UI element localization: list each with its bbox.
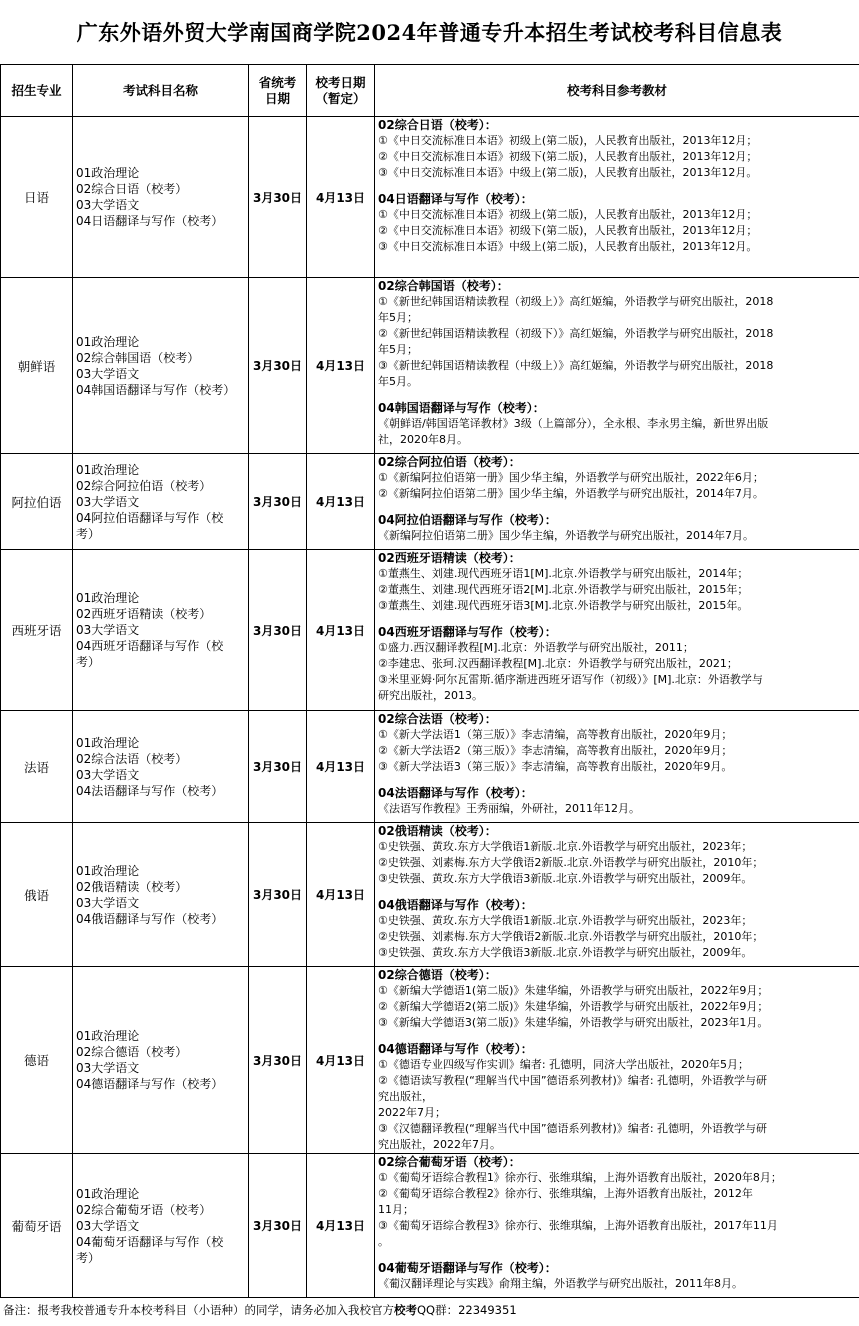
book-entry: ③《中日交流标准日本语》中级上(第二版)，人民教育出版社，2013年12月。 bbox=[378, 166, 758, 179]
book-entry: ③《新编大学德语3(第二版)》朱建华编，外语教学与研究出版社，2023年1月。 bbox=[378, 1016, 769, 1029]
book-entry: ③史铁强、黄玫.东方大学俄语3新版.北京.外语教学与研究出版社，2009年。 bbox=[378, 946, 753, 959]
subject-item: 01政治理论 bbox=[76, 166, 140, 180]
book-section-title: 02综合德语（校考）： bbox=[378, 968, 497, 982]
subject-item: 02综合日语（校考） bbox=[76, 182, 188, 196]
book-entry: 年5月； bbox=[378, 343, 418, 356]
province-exam-date: 3月30日 bbox=[249, 278, 307, 454]
book-entry: 2022年7月； bbox=[378, 1106, 446, 1119]
book-section-title: 04德语翻译与写作（校考）： bbox=[378, 1042, 533, 1056]
province-exam-date: 3月30日 bbox=[249, 823, 307, 967]
subject-item: 03大学语文 bbox=[76, 198, 140, 212]
header-row bbox=[1, 65, 859, 117]
book-section-title: 04西班牙语翻译与写作（校考）： bbox=[378, 625, 557, 639]
book-entry: 《朝鲜语/韩国语笔译教材》3级（上篇部分），全永根、李永男主编，新世界出版 bbox=[378, 417, 769, 430]
book-entry: ③《汉德翻译教程(“理解当代中国”德语系列教材)》编者: 孔德明，外语教学与研 bbox=[378, 1122, 768, 1135]
book-entry: 11月； bbox=[378, 1203, 414, 1216]
subject-list bbox=[73, 454, 249, 550]
header-major: 招生专业 bbox=[1, 65, 73, 117]
subject-item: 03大学语文 bbox=[76, 623, 140, 637]
book-entry: ②《新编大学德语2(第二版)》朱建华编，外语教学与研究出版社，2022年9月； bbox=[378, 1000, 769, 1013]
header-province-date: 省统考 日期 bbox=[249, 65, 307, 117]
subject-item: 04葡萄牙语翻译与写作（校 bbox=[76, 1234, 224, 1249]
subject-item: 03大学语文 bbox=[76, 1218, 140, 1233]
subject-item: 考） bbox=[76, 655, 101, 669]
subject-list bbox=[73, 1154, 249, 1298]
province-exam-date: 3月30日 bbox=[249, 550, 307, 711]
subject-list bbox=[73, 550, 249, 711]
book-entry: ①史铁强、黄玫.东方大学俄语1新版.北京.外语教学与研究出版社，2023年； bbox=[378, 840, 753, 853]
section-gap bbox=[378, 775, 857, 785]
book-entry: ①史铁强、黄玫.东方大学俄语1新版.北京.外语教学与研究出版社，2023年； bbox=[378, 914, 753, 927]
subject-item: 02俄语精读（校考） bbox=[76, 879, 188, 894]
book-entry: ③《葡萄牙语综合教程3》徐亦行、张维琪编，上海外语教育出版社，2017年11月 bbox=[378, 1219, 778, 1232]
book-section-title: 02综合韩国语（校考）： bbox=[378, 279, 509, 293]
subject-item: 03大学语文 bbox=[76, 1061, 140, 1075]
book-entry: ②《中日交流标准日本语》初级下(第二版)，人民教育出版社，2013年12月； bbox=[378, 224, 758, 237]
subject-item: 01政治理论 bbox=[76, 735, 140, 750]
table-row bbox=[1, 278, 859, 454]
major-name: 阿拉伯语 bbox=[1, 454, 73, 550]
info-table bbox=[0, 64, 859, 1298]
subject-item: 03大学语文 bbox=[76, 494, 140, 509]
reference-books bbox=[375, 967, 859, 1154]
book-entry: 究出版社， bbox=[378, 1090, 433, 1103]
book-entry: 社，2020年8月。 bbox=[378, 433, 468, 446]
school-exam-date: 4月13日 bbox=[307, 1154, 375, 1298]
subject-list bbox=[73, 711, 249, 823]
subject-item: 04俄语翻译与写作（校考） bbox=[76, 911, 224, 926]
book-section-title: 04法语翻译与写作（校考）： bbox=[378, 786, 533, 800]
subject-item: 01政治理论 bbox=[76, 863, 140, 878]
province-exam-date: 3月30日 bbox=[249, 967, 307, 1154]
book-entry: ③董燕生、刘建.现代西班牙语3[M].北京.外语教学与研究出版社，2015年。 bbox=[378, 599, 749, 612]
book-entry: ②《新大学法语2（第三版）》李志清编，高等教育出版社，2020年9月； bbox=[378, 744, 733, 757]
subject-item: 02综合韩国语（校考） bbox=[76, 350, 200, 365]
subject-list bbox=[73, 278, 249, 454]
book-entry: ③米里亚姆·阿尔瓦雷斯.循序渐进西班牙语写作（初级）》[M].北京：外语教学与 bbox=[378, 673, 763, 686]
section-gap bbox=[378, 181, 857, 191]
province-exam-date: 3月30日 bbox=[249, 711, 307, 823]
table-row bbox=[1, 711, 859, 823]
book-entry: 年5月。 bbox=[378, 375, 418, 388]
school-exam-date: 4月13日 bbox=[307, 278, 375, 454]
book-section-title: 02综合阿拉伯语（校考）： bbox=[378, 455, 521, 469]
section-gap bbox=[378, 1031, 857, 1041]
subject-list bbox=[73, 117, 249, 278]
book-section-title: 02综合日语（校考）： bbox=[378, 118, 497, 132]
footnote: 备注：报考我校普通专升本校考科目（小语种）的同学，请务必加入我校官方校考QQ群：22349351 bbox=[3, 1303, 517, 1317]
book-entry: 《新编阿拉伯语第二册》国少华主编，外语教学与研究出版社，2014年7月。 bbox=[378, 529, 754, 542]
book-entry: ②《中日交流标准日本语》初级下(第二版)，人民教育出版社，2013年12月； bbox=[378, 150, 758, 163]
page-title: 广东外语外贸大学南国商学院2024年普通专升本招生考试校考科目信息表 bbox=[76, 20, 783, 45]
book-entry: 年5月； bbox=[378, 311, 418, 324]
subject-item: 考） bbox=[76, 526, 101, 541]
subject-item: 03大学语文 bbox=[76, 366, 140, 381]
book-section-title: 04俄语翻译与写作（校考）： bbox=[378, 898, 533, 912]
subject-item: 02西班牙语精读（校考） bbox=[76, 607, 212, 621]
section-gap bbox=[378, 502, 857, 512]
book-section-title: 02综合法语（校考）： bbox=[378, 712, 497, 726]
table-row bbox=[1, 1154, 859, 1298]
book-entry: 。 bbox=[378, 1235, 389, 1248]
subject-item: 01政治理论 bbox=[76, 1186, 140, 1201]
book-entry: ②史铁强、刘素梅.东方大学俄语2新版.北京.外语教学与研究出版社，2010年； bbox=[378, 856, 764, 869]
subject-item: 02综合葡萄牙语（校考） bbox=[76, 1202, 212, 1217]
book-entry: ①《德语专业四级写作实训》编者: 孔德明，同济大学出版社，2020年5月； bbox=[378, 1058, 750, 1071]
book-section-title: 04葡萄牙语翻译与写作（校考）： bbox=[378, 1261, 557, 1275]
reference-books bbox=[375, 454, 859, 550]
reference-books bbox=[375, 278, 859, 454]
school-exam-date: 4月13日 bbox=[307, 711, 375, 823]
reference-books bbox=[375, 823, 859, 967]
book-entry: ①《中日交流标准日本语》初级上(第二版)，人民教育出版社，2013年12月； bbox=[378, 208, 758, 221]
section-gap bbox=[378, 887, 857, 897]
major-name: 朝鲜语 bbox=[1, 278, 73, 454]
book-entry: ①《葡萄牙语综合教程1》徐亦行、张维琪编，上海外语教育出版社，2020年8月； bbox=[378, 1171, 782, 1184]
book-entry: ②史铁强、刘素梅.东方大学俄语2新版.北京.外语教学与研究出版社，2010年； bbox=[378, 930, 764, 943]
subject-item: 02综合阿拉伯语（校考） bbox=[76, 478, 212, 493]
book-entry: 《法语写作教程》王秀丽编，外研社，2011年12月。 bbox=[378, 802, 640, 815]
book-section-title: 04日语翻译与写作（校考）： bbox=[378, 192, 533, 206]
section-gap bbox=[378, 1250, 857, 1260]
header-books: 校考科目参考教材 bbox=[375, 65, 859, 117]
subject-item: 01政治理论 bbox=[76, 1029, 140, 1043]
subject-item: 04法语翻译与写作（校考） bbox=[76, 783, 224, 798]
book-entry: ②李建忠、张珂.汉西翻译教程[M].北京：外语教学与研究出版社，2021； bbox=[378, 657, 738, 670]
book-entry: ①《新世纪韩国语精读教程（初级上）》高红姬编，外语教学与研究出版社，2018 bbox=[378, 295, 774, 308]
book-entry: ③《新世纪韩国语精读教程（中级上）》高红姬编，外语教学与研究出版社，2018 bbox=[378, 359, 774, 372]
book-entry: ②《葡萄牙语综合教程2》徐亦行、张维琪编，上海外语教育出版社，2012年 bbox=[378, 1187, 753, 1200]
major-name: 德语 bbox=[1, 967, 73, 1154]
book-entry: ①《新编阿拉伯语第一册》国少华主编，外语教学与研究出版社，2022年6月； bbox=[378, 471, 764, 484]
subject-item: 考） bbox=[76, 1250, 101, 1265]
major-name: 俄语 bbox=[1, 823, 73, 967]
table-row bbox=[1, 967, 859, 1154]
reference-books bbox=[375, 1154, 859, 1298]
book-entry: 研究出版社，2013。 bbox=[378, 689, 483, 702]
reference-books bbox=[375, 550, 859, 711]
book-entry: ①《新大学法语1（第三版）》李志清编，高等教育出版社，2020年9月； bbox=[378, 728, 733, 741]
book-section-title: 02综合葡萄牙语（校考）： bbox=[378, 1155, 521, 1169]
book-section-title: 04韩国语翻译与写作（校考）： bbox=[378, 401, 545, 415]
book-entry: ③史铁强、黄玫.东方大学俄语3新版.北京.外语教学与研究出版社，2009年。 bbox=[378, 872, 753, 885]
subject-item: 02综合德语（校考） bbox=[76, 1045, 188, 1059]
province-exam-date: 3月30日 bbox=[249, 454, 307, 550]
school-exam-date: 4月13日 bbox=[307, 454, 375, 550]
subject-item: 04韩国语翻译与写作（校考） bbox=[76, 382, 236, 397]
book-section-title: 04阿拉伯语翻译与写作（校考）： bbox=[378, 513, 557, 527]
book-entry: ①董燕生、刘建.现代西班牙语1[M].北京.外语教学与研究出版社，2014年； bbox=[378, 567, 749, 580]
book-entry: ②《新世纪韩国语精读教程（初级下）》高红姬编，外语教学与研究出版社，2018 bbox=[378, 327, 774, 340]
subject-item: 03大学语文 bbox=[76, 895, 140, 910]
table-row bbox=[1, 454, 859, 550]
book-entry: ①《中日交流标准日本语》初级上(第二版)，人民教育出版社，2013年12月； bbox=[378, 134, 758, 147]
subject-item: 04西班牙语翻译与写作（校 bbox=[76, 639, 224, 653]
major-name: 葡萄牙语 bbox=[1, 1154, 73, 1298]
section-gap bbox=[378, 614, 857, 624]
book-entry: ③《中日交流标准日本语》中级上(第二版)，人民教育出版社，2013年12月。 bbox=[378, 240, 758, 253]
book-entry: 《葡汉翻译理论与实践》俞翔主编，外语教学与研究出版社，2011年8月。 bbox=[378, 1277, 743, 1290]
reference-books bbox=[375, 117, 859, 278]
book-section-title: 02俄语精读（校考）： bbox=[378, 824, 497, 838]
major-name: 西班牙语 bbox=[1, 550, 73, 711]
section-gap bbox=[378, 390, 857, 400]
subject-item: 04日语翻译与写作（校考） bbox=[76, 214, 224, 228]
subject-item: 01政治理论 bbox=[76, 591, 140, 605]
major-name: 法语 bbox=[1, 711, 73, 823]
school-exam-date: 4月13日 bbox=[307, 967, 375, 1154]
book-entry: ②《德语读写教程(“理解当代中国”德语系列教材)》编者: 孔德明，外语教学与研 bbox=[378, 1074, 768, 1087]
province-exam-date: 3月30日 bbox=[249, 1154, 307, 1298]
subject-item: 02综合法语（校考） bbox=[76, 751, 188, 766]
school-exam-date: 4月13日 bbox=[307, 823, 375, 967]
major-name: 日语 bbox=[1, 117, 73, 278]
subject-list bbox=[73, 967, 249, 1154]
subject-list bbox=[73, 823, 249, 967]
school-exam-date: 4月13日 bbox=[307, 550, 375, 711]
subject-item: 04德语翻译与写作（校考） bbox=[76, 1077, 224, 1091]
book-entry: ③《新大学法语3（第三版）》李志清编，高等教育出版社，2020年9月。 bbox=[378, 760, 733, 773]
book-entry: ①盛力.西汉翻译教程[M].北京：外语教学与研究出版社，2011； bbox=[378, 641, 694, 654]
book-entry: ②《新编阿拉伯语第二册》国少华主编，外语教学与研究出版社，2014年7月。 bbox=[378, 487, 764, 500]
header-school-date: 校考日期 （暂定） bbox=[307, 65, 375, 117]
subject-item: 04阿拉伯语翻译与写作（校 bbox=[76, 510, 224, 525]
table-row bbox=[1, 823, 859, 967]
school-exam-date: 4月13日 bbox=[307, 117, 375, 278]
subject-item: 03大学语文 bbox=[76, 767, 140, 782]
table-row bbox=[1, 117, 859, 278]
book-entry: 究出版社，2022年7月。 bbox=[378, 1138, 501, 1151]
reference-books bbox=[375, 711, 859, 823]
province-exam-date: 3月30日 bbox=[249, 117, 307, 278]
book-entry: ①《新编大学德语1(第二版)》朱建华编，外语教学与研究出版社，2022年9月； bbox=[378, 984, 769, 997]
book-section-title: 02西班牙语精读（校考）： bbox=[378, 551, 521, 565]
subject-item: 01政治理论 bbox=[76, 462, 140, 477]
header-subjects: 考试科目名称 bbox=[73, 65, 249, 117]
table-row bbox=[1, 550, 859, 711]
subject-item: 01政治理论 bbox=[76, 334, 140, 349]
book-entry: ②董燕生、刘建.现代西班牙语2[M].北京.外语教学与研究出版社，2015年； bbox=[378, 583, 749, 596]
